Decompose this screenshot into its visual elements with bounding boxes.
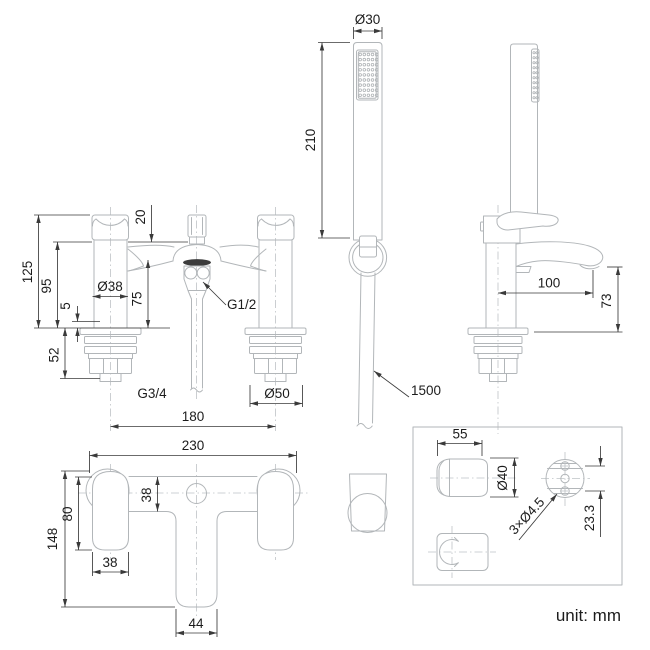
side-spout (516, 242, 603, 267)
dim-hole-spacing: 23.3 (582, 504, 597, 532)
tap-plan-view (45, 438, 308, 637)
bracket-back-view (541, 452, 590, 506)
handset-side-view (511, 44, 540, 216)
dim-handset-length: 210 (303, 128, 318, 152)
dim-pillar-diameter: Ø38 (97, 279, 123, 294)
bracket-detail-box (413, 427, 622, 586)
tap-side-view (468, 44, 623, 434)
dim-total-height: 125 (20, 260, 35, 284)
left-handle-plan (93, 472, 129, 551)
diverter-knob (188, 215, 206, 244)
dim-body-height: 95 (39, 278, 54, 294)
dim-mounting-holes: 3×Ø4.5 (505, 494, 548, 538)
dim-handset-diameter: Ø30 (354, 12, 381, 27)
dim-outlet-height: 75 (129, 291, 145, 307)
unit-note: unit: mm (555, 606, 621, 625)
dim-shank-length: 52 (46, 347, 62, 363)
dim-bracket-diameter: Ø40 (495, 465, 510, 491)
dim-hose-length: 1500 (411, 383, 442, 398)
label-handset-thread: G1/2 (227, 297, 257, 312)
dim-handle-length: 80 (60, 506, 75, 522)
side-lever-handle (497, 212, 558, 230)
hook-bracket-view (348, 474, 387, 533)
dim-handle-width: 38 (102, 555, 118, 570)
bracket-front-view (428, 526, 496, 578)
dim-diverter-height: 20 (133, 209, 148, 225)
spray-nozzle-dots (359, 53, 378, 96)
spout-plan (129, 512, 258, 608)
dim-bracket-width: 55 (452, 426, 468, 442)
hose-and-hook (349, 236, 441, 429)
hose (359, 273, 362, 423)
tap-front-view (20, 205, 306, 431)
label-inlet-thread: G3/4 (137, 386, 167, 401)
handset-front-view (303, 12, 382, 240)
dim-body-depth: 38 (139, 487, 154, 503)
dim-overall-width: 230 (181, 438, 205, 453)
dim-spout-height: 73 (599, 293, 614, 309)
connecting-arm (128, 245, 266, 271)
dim-overall-depth: 148 (45, 527, 60, 551)
dim-spout-width: 44 (188, 616, 204, 631)
handset-outlet (173, 245, 221, 393)
dim-tap-centres: 180 (181, 409, 205, 424)
dim-deck-gap: 5 (58, 302, 73, 310)
hose-break-symbol (357, 424, 372, 429)
dim-spout-reach: 100 (537, 275, 561, 291)
right-handle-plan (258, 472, 294, 551)
dim-shank-diameter: Ø50 (264, 386, 290, 401)
